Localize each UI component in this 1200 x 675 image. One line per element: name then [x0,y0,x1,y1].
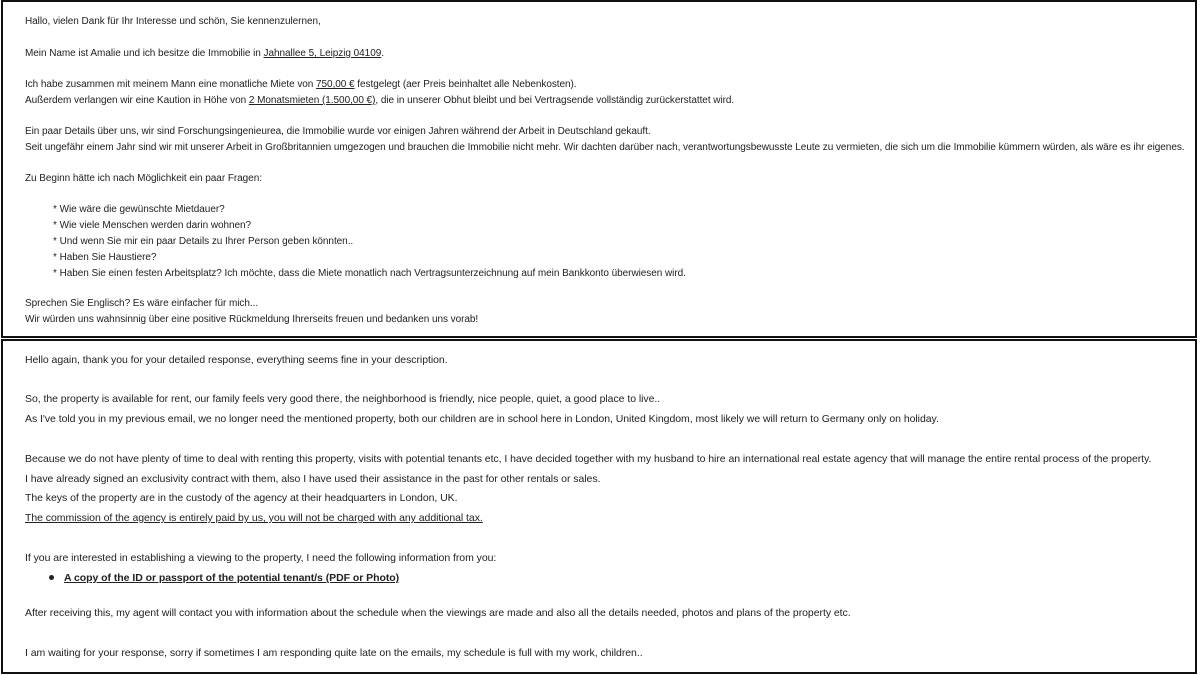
deposit-amount: 2 Monatsmieten (1.500,00 €) [248,95,376,106]
rent-amount: 750,00 € [316,79,355,90]
question-item: * Wie wäre die gewünschte Mietdauer? [53,204,225,215]
greeting-text: Hallo, vielen Dank für Ihr Interesse und schön, Sie kennenzulernen, [25,16,321,27]
english-email-panel [1,339,1197,674]
property-address-link[interactable]: Jahnallee 5, Leipzig 04109 [263,48,382,59]
question-item: * Wie viele Menschen werden darin wohnen? [53,220,252,231]
deposit-suffix: , die in unserer Obhut bleibt und bei Vertragsende vollständig zurückerstattet wird. [375,95,735,106]
closing-text: Wir würden uns wahnsinnig über eine positive Rückmeldung Ihrerseits freuen und bedanken uns vorab! [25,314,479,325]
question-item: * Haben Sie Haustiere? [53,252,157,263]
no-longer-need-text: As I've told you in my previous email, we no longer need the mentioned property, both our children are in school here in London, United Kingdom, most likely we will return to Germany only on holiday. [25,413,939,425]
german-email-panel [1,0,1197,338]
about-text-1: Ein paar Details über uns, wir sind Forschungsingenieurea, die Immobilie wurde vor einigen Jahren während der Arbeit in Deutschland gekauft. [25,126,651,137]
question-item: * Haben Sie einen festen Arbeitsplatz? Ich möchte, dass die Miete monatlich nach Vertragsunterzeichnung auf mein Bankkonto überwiesen wird. [53,268,686,279]
agency-text-1: Because we do not have plenty of time to deal with renting this property, visits with potential tenants etc, I have decided together with my husband to hire an international real estate agency that will manage the entire rental process of the property. [25,453,1152,465]
required-item-text: A copy of the ID or passport of the potential tenant/s (PDF or Photo) [64,572,400,584]
viewing-intro: If you are interested in establishing a viewing to the property, I need the following information from you: [25,552,497,564]
commission-text: The commission of the agency is entirely paid by us, you will not be charged with any additional tax. [25,512,483,524]
bullet-icon [49,575,54,580]
deposit-text [25,95,734,107]
rent-suffix: festgelegt (aer Preis beinhaltet alle Nebenkosten). [354,79,577,90]
intro-prefix: Mein Name ist Amalie und ich besitze die Immobilie in [25,48,264,59]
agency-text-2: I have already signed an exclusivity contract with them, also I have used their assistance in the past for other rentals or sales. [25,473,601,485]
after-receiving-text: After receiving this, my agent will contact you with information about the schedule when the viewings are made and also all the details needed, photos and plans of the property etc. [25,607,851,619]
rent-text [25,79,577,91]
waiting-text: I am waiting for your response, sorry if sometimes I am responding quite late on the emails, my schedule is full with my work, children.. [25,647,643,659]
greeting-text: Hello again, thank you for your detailed response, everything seems fine in your description. [25,354,448,366]
question-item: * Und wenn Sie mir ein paar Details zu Ihrer Person geben könnten.. [53,236,354,247]
required-item [49,572,399,584]
deposit-prefix: Außerdem verlangen wir eine Kaution in Höhe von [25,95,249,106]
availability-text: So, the property is available for rent, our family feels very good there, the neighborhood is friendly, nice people, quiet, a good place to live.. [25,393,661,405]
questions-intro: Zu Beginn hätte ich nach Möglichkeit ein paar Fragen: [25,173,262,184]
intro-suffix: . [381,48,384,59]
english-question: Sprechen Sie Englisch? Es wäre einfacher für mich... [25,298,259,309]
intro-text [25,48,384,60]
about-text-2: Seit ungefähr einem Jahr sind wir mit unserer Arbeit in Großbritannien umgezogen und brauchen die Immobilie nicht mehr. Wir dachten darüber nach, verantwortungsbewusste Leute zu vermieten, die sich um die Immobilie kümmern würden, als wäre es ihr eigenes. [25,142,1185,153]
rent-prefix: Ich habe zusammen mit meinem Mann eine monatliche Miete von [25,79,317,90]
agency-text-3: The keys of the property are in the custody of the agency at their headquarters in London, UK. [25,492,458,504]
